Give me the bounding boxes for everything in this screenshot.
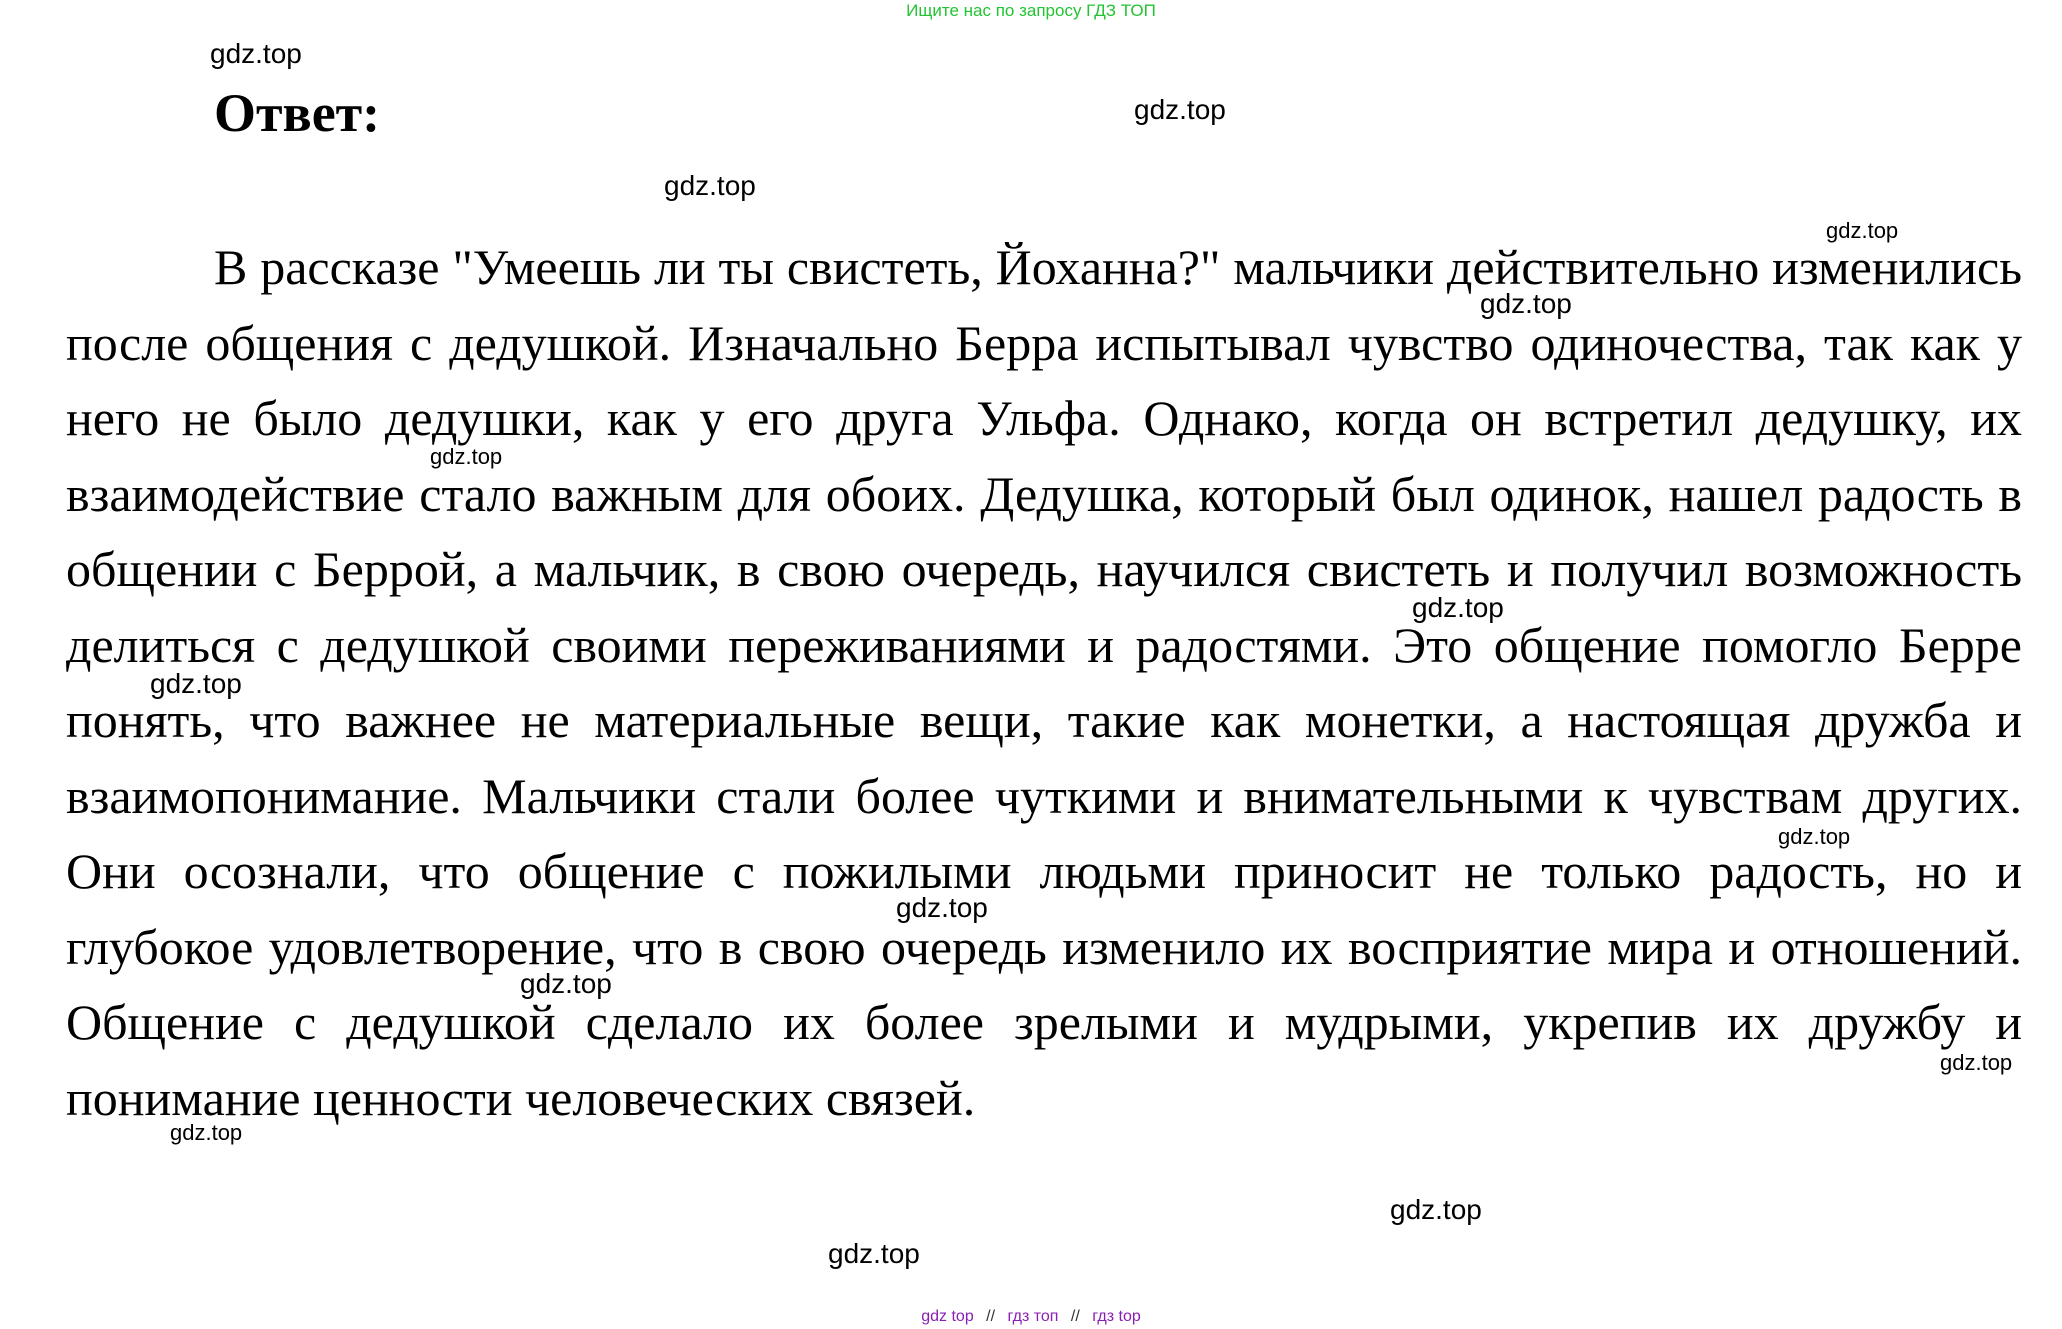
watermark: gdz.top xyxy=(1390,1194,1482,1225)
watermark: gdz.top xyxy=(664,170,756,201)
answer-heading: Ответ: xyxy=(214,83,381,143)
footer-link-gdz-top-ru[interactable]: гдз топ xyxy=(1007,1308,1059,1325)
watermark: gdz.top xyxy=(210,38,302,69)
watermark: gdz.top xyxy=(1480,288,1572,319)
watermark: gdz.top xyxy=(896,892,988,923)
watermark: gdz.top xyxy=(170,1120,243,1145)
watermark: gdz.top xyxy=(520,968,612,999)
watermark: gdz.top xyxy=(430,444,503,469)
footer-separator: // xyxy=(1070,1308,1080,1325)
watermark: gdz.top xyxy=(1826,218,1899,243)
watermark: gdz.top xyxy=(1778,824,1851,849)
footer-links xyxy=(0,1308,2062,1326)
watermark: gdz.top xyxy=(150,668,242,699)
watermark: gdz.top xyxy=(828,1238,920,1269)
footer-link-gdz-top[interactable]: gdz top xyxy=(921,1308,974,1325)
watermark: gdz.top xyxy=(1134,94,1226,125)
watermark: gdz.top xyxy=(1940,1050,2013,1075)
top-banner: Ищите нас по запросу ГДЗ ТОП xyxy=(906,1,1156,20)
footer-separator: // xyxy=(986,1308,996,1325)
watermark: gdz.top xyxy=(1412,592,1504,623)
footer-link-gdz-top-mixed[interactable]: гдз top xyxy=(1092,1308,1141,1325)
answer-paragraph: В рассказе "Умеешь ли ты свистеть, Йоханна?" мальчики действительно изменились после общения с дедушкой. Изначально Берра испытывал чувство одиночества, так как у него не было дедушки, как у его друга Ульфа. Однако, когда он встретил дедушку, их взаимодействие стало важным для обоих. Дедушка, который был одинок, нашел радость в общении с Беррой, а мальчик, в свою очередь, научился свистеть и получил возможность делиться с дедушкой своими переживаниями и радостями. Это общение помогло Берре понять, что важнее не материальные вещи, такие как монетки, а настоящая дружба и взаимопонимание. Мальчики стали более чуткими и внимательными к чувствам других. Они осознали, что общение с пожилыми людьми приносит не только радость, но и глубокое удовлетворение, что в свою очередь изменило их восприятие мира и отношений. Общение с дедушкой сделало их более зрелыми и мудрыми, укрепив их дружбу и понимание ценности человеческих связей. xyxy=(66,239,2022,1126)
